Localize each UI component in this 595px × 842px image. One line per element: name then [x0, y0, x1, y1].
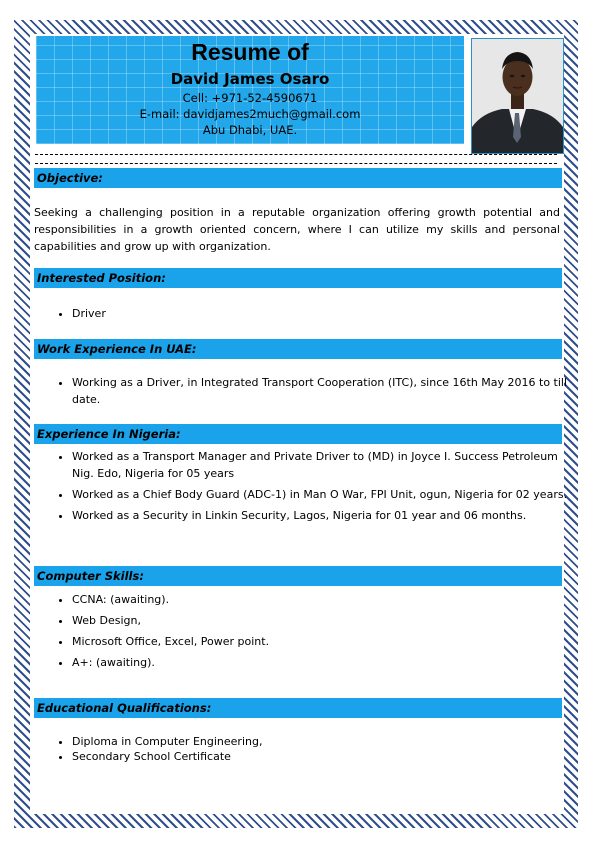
list-item: • Diploma in Computer Engineering,: [72, 734, 572, 749]
header-divider: [35, 154, 557, 164]
profile-photo: [471, 38, 564, 154]
resume-title: Resume of: [191, 39, 309, 65]
list-item: • A+: (awaiting).: [72, 654, 572, 671]
section-heading-experience-nigeria: Experience In Nigeria:: [34, 424, 562, 444]
list-item: • Web Design,: [72, 612, 572, 629]
objective-text: Seeking a challenging position in a reputable organization offering growth potential and responsibilities in a growth oriented concern, where I can utilize my skills and personal capabilities and grow up with organization.: [34, 206, 560, 253]
contact-email: E-mail: davidjames2much@gmail.com: [139, 107, 361, 121]
candidate-name: David James Osaro: [170, 70, 330, 88]
resume-content: [30, 34, 568, 814]
education-list: [54, 734, 572, 764]
person-portrait-icon: [472, 39, 563, 153]
contact-location: Abu Dhabi, UAE.: [202, 123, 298, 137]
list-item: • Worked as a Security in Linkin Security, Lagos, Nigeria for 01 year and 06 months.: [72, 507, 572, 524]
work-experience-uae-list: [54, 374, 572, 412]
list-item: • CCNA: (awaiting).: [72, 591, 572, 608]
list-item: • Worked as a Transport Manager and Private Driver to (MD) in Joyce I. Success Petroleum Nig. Edo, Nigeria for 05 years: [72, 448, 572, 482]
computer-skills-list: [54, 591, 572, 675]
list-item: • Microsoft Office, Excel, Power point.: [72, 633, 572, 650]
section-heading-computer-skills: Computer Skills:: [34, 566, 562, 586]
interested-position-list: [54, 305, 572, 326]
list-item: • Secondary School Certificate: [72, 749, 572, 764]
section-heading-objective: Objective:: [34, 168, 562, 188]
section-heading-interested-position: Interested Position:: [34, 268, 562, 288]
list-item: • Working as a Driver, in Integrated Transport Cooperation (ITC), since 16th May 2016 to till date.: [72, 374, 572, 408]
list-item: • Driver: [72, 305, 572, 322]
contact-cell: Cell: +971-52-4590671: [182, 91, 318, 105]
section-heading-educational-qualifications: Educational Qualifications:: [34, 698, 562, 718]
experience-nigeria-list: [54, 448, 572, 528]
section-heading-work-experience-uae: Work Experience In UAE:: [34, 339, 562, 359]
list-item: • Worked as a Chief Body Guard (ADC-1) in Man O War, FPI Unit, ogun, Nigeria for 02 years.: [72, 486, 572, 503]
